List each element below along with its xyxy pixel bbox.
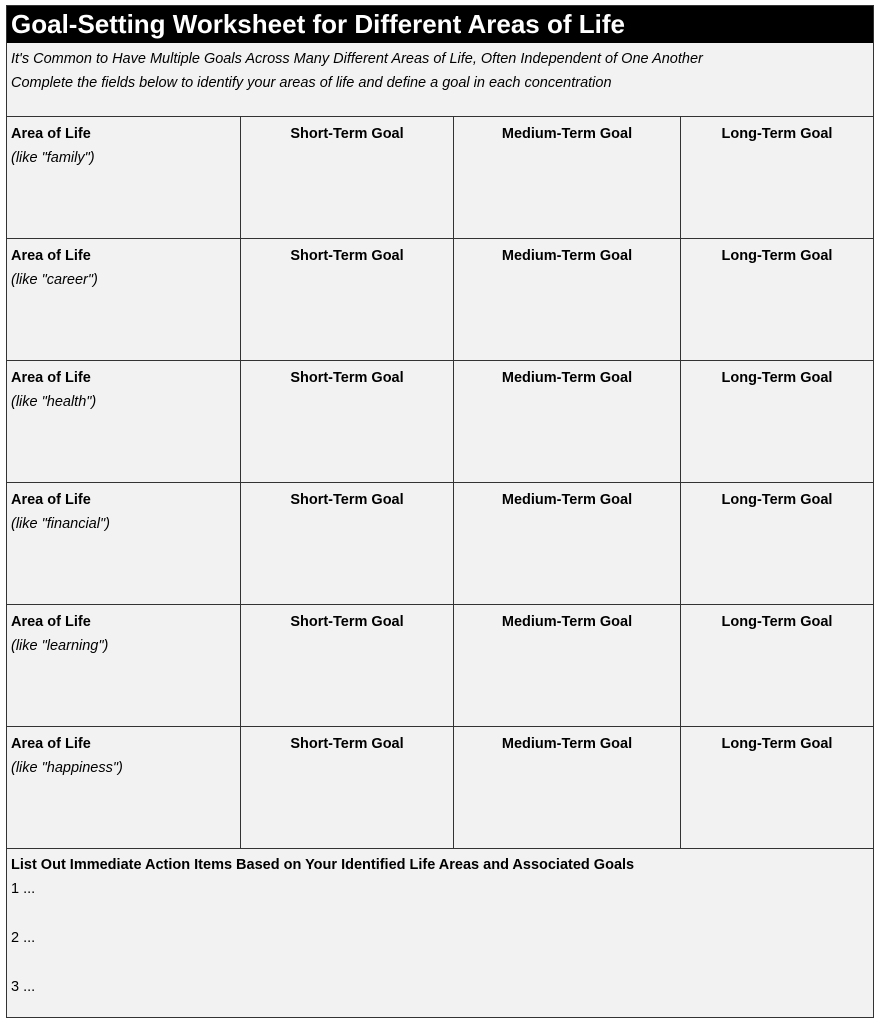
intro-line-1: It's Common to Have Multiple Goals Across Many Different Areas of Life, Often Independent of One Another <box>11 51 703 67</box>
intro-section <box>7 43 873 117</box>
area-of-life-cell[interactable] <box>7 117 241 238</box>
area-of-life-cell[interactable] <box>7 727 241 848</box>
long-term-goal-label: Long-Term Goal <box>721 370 833 386</box>
long-term-goal-cell[interactable] <box>681 117 873 238</box>
goals-grid <box>7 117 873 849</box>
area-of-life-label: Area of Life <box>11 248 91 264</box>
area-of-life-label: Area of Life <box>11 492 91 508</box>
goal-row-learning <box>7 605 873 727</box>
intro-line-2: Complete the fields below to identify your areas of life and define a goal in each concentration <box>11 75 612 91</box>
goal-row-happiness <box>7 727 873 849</box>
area-example: (like "family") <box>11 150 95 166</box>
medium-term-goal-cell[interactable] <box>454 239 681 360</box>
action-items-title: List Out Immediate Action Items Based on Your Identified Life Areas and Associated Goals <box>11 857 635 873</box>
area-example: (like "financial") <box>11 516 110 532</box>
action-item-row[interactable] <box>11 975 873 1024</box>
long-term-goal-cell[interactable] <box>681 727 873 848</box>
short-term-goal-cell[interactable] <box>241 117 454 238</box>
medium-term-goal-label: Medium-Term Goal <box>501 614 633 630</box>
area-example: (like "health") <box>11 394 97 410</box>
goal-row-financial <box>7 483 873 605</box>
area-of-life-label: Area of Life <box>11 614 91 630</box>
goal-row-health <box>7 361 873 483</box>
goal-row-family <box>7 117 873 239</box>
action-items-section[interactable] <box>7 849 873 1017</box>
area-example: (like "happiness") <box>11 760 123 776</box>
medium-term-goal-label: Medium-Term Goal <box>501 370 633 386</box>
area-of-life-label: Area of Life <box>11 126 91 142</box>
long-term-goal-cell[interactable] <box>681 361 873 482</box>
goal-row-career <box>7 239 873 361</box>
long-term-goal-label: Long-Term Goal <box>721 736 833 752</box>
medium-term-goal-label: Medium-Term Goal <box>501 126 633 142</box>
medium-term-goal-cell[interactable] <box>454 727 681 848</box>
area-example: (like "career") <box>11 272 98 288</box>
short-term-goal-cell[interactable] <box>241 239 454 360</box>
long-term-goal-label: Long-Term Goal <box>721 492 833 508</box>
area-of-life-label: Area of Life <box>11 736 91 752</box>
area-of-life-label: Area of Life <box>11 370 91 386</box>
area-of-life-cell[interactable] <box>7 361 241 482</box>
short-term-goal-cell[interactable] <box>241 605 454 726</box>
medium-term-goal-label: Medium-Term Goal <box>501 492 633 508</box>
long-term-goal-cell[interactable] <box>681 483 873 604</box>
long-term-goal-cell[interactable] <box>681 239 873 360</box>
area-example: (like "learning") <box>11 638 109 654</box>
medium-term-goal-cell[interactable] <box>454 117 681 238</box>
action-item-2: 2 ... <box>11 930 36 946</box>
short-term-goal-label: Short-Term Goal <box>290 492 404 508</box>
short-term-goal-cell[interactable] <box>241 361 454 482</box>
short-term-goal-label: Short-Term Goal <box>290 126 404 142</box>
long-term-goal-label: Long-Term Goal <box>721 126 833 142</box>
area-of-life-cell[interactable] <box>7 483 241 604</box>
area-of-life-cell[interactable] <box>7 239 241 360</box>
worksheet-title: Goal-Setting Worksheet for Different Areas of Life <box>7 6 873 43</box>
medium-term-goal-label: Medium-Term Goal <box>501 736 633 752</box>
long-term-goal-label: Long-Term Goal <box>721 248 833 264</box>
short-term-goal-cell[interactable] <box>241 727 454 848</box>
medium-term-goal-label: Medium-Term Goal <box>501 248 633 264</box>
action-item-3: 3 ... <box>11 979 36 995</box>
action-item-1: 1 ... <box>11 881 36 897</box>
short-term-goal-label: Short-Term Goal <box>290 248 404 264</box>
medium-term-goal-cell[interactable] <box>454 483 681 604</box>
short-term-goal-label: Short-Term Goal <box>290 370 404 386</box>
long-term-goal-cell[interactable] <box>681 605 873 726</box>
medium-term-goal-cell[interactable] <box>454 361 681 482</box>
medium-term-goal-cell[interactable] <box>454 605 681 726</box>
short-term-goal-label: Short-Term Goal <box>290 614 404 630</box>
short-term-goal-cell[interactable] <box>241 483 454 604</box>
long-term-goal-label: Long-Term Goal <box>721 614 833 630</box>
worksheet <box>6 5 874 1018</box>
action-item-row[interactable] <box>11 926 873 975</box>
short-term-goal-label: Short-Term Goal <box>290 736 404 752</box>
action-item-row[interactable] <box>11 877 873 926</box>
area-of-life-cell[interactable] <box>7 605 241 726</box>
